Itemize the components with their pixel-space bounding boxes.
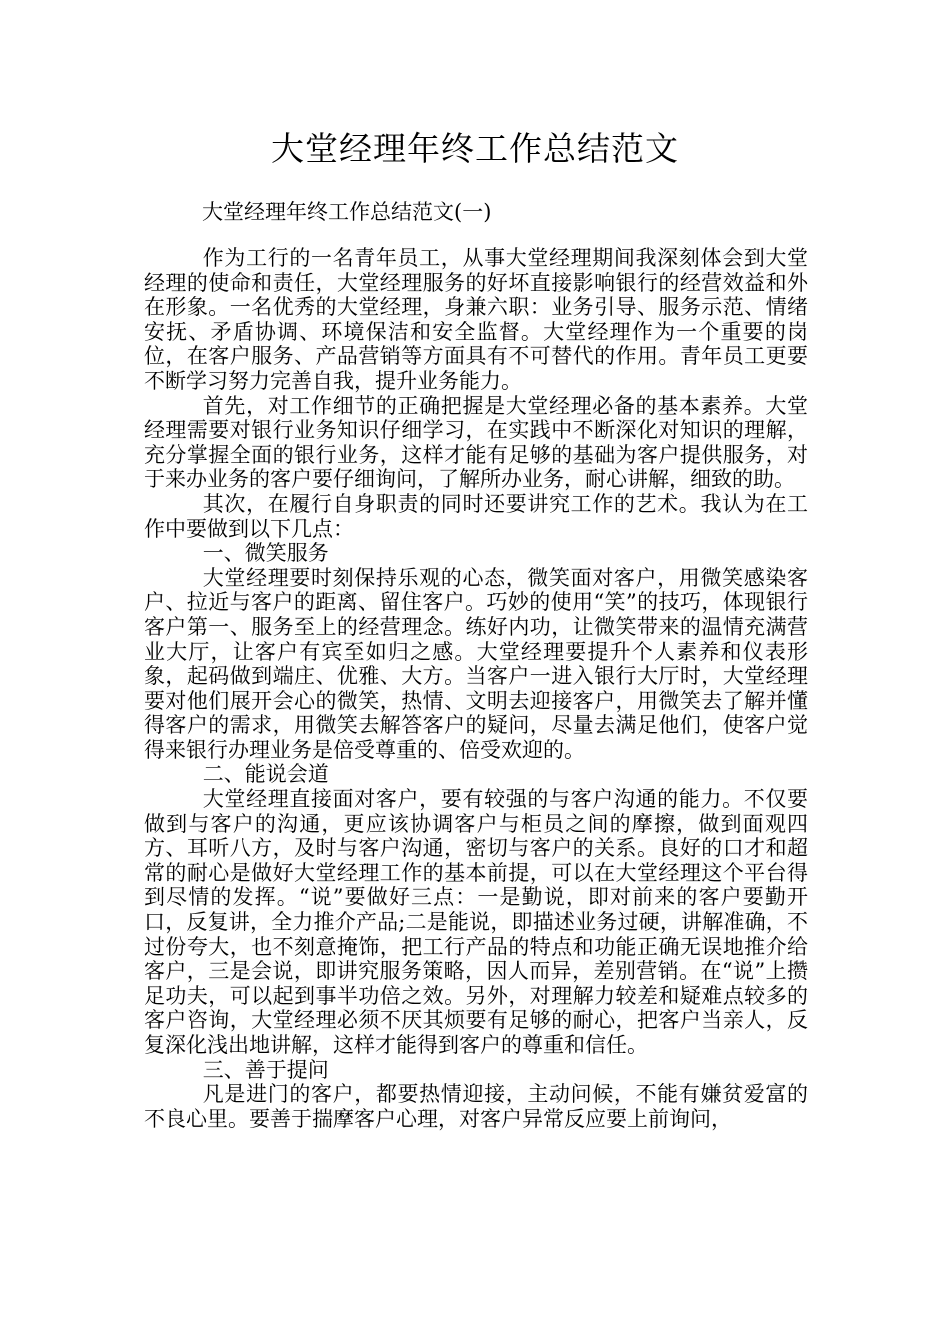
document-subtitle: 大堂经理年终工作总结范文(一) [202, 200, 492, 224]
section-heading-asking-questions: 三、善于提问 [202, 1057, 329, 1082]
section-heading-smile-service: 一、微笑服务 [202, 541, 329, 566]
paragraph-asking-questions: 凡是进门的客户，都要热情迎接，主动问候，不能有嫌贫爱富的不良心里。要善于揣摩客户心理，对客户异常反应要上前询问， [144, 1082, 808, 1131]
document-title: 大堂经理年终工作总结范文 [271, 129, 679, 168]
paragraph-second: 其次，在履行自身职责的同时还要讲究工作的艺术。我认为在工作中要做到以下几点： [144, 491, 808, 541]
paragraph-first: 首先，对工作细节的正确把握是大堂经理必备的基本素养。大堂经理需要对银行业务知识仔细学习，在实践中不断深化对知识的理解，充分掌握全面的银行业务，这样才能有足够的基础为客户提供服务，对于来办业务的客户要仔细询问，了解所办业务，耐心讲解，细致的助。 [144, 393, 808, 492]
paragraph-good-speaking: 大堂经理直接面对客户，要有较强的与客户沟通的能力。不仅要做到与客户的沟通，更应该协调客户与柜员之间的摩擦，做到面观四方、耳听八方，及时与客户沟通，密切与客户的关系。良好的口才和超常的耐心是做好大堂经理工作的基本前提，可以在大堂经理这个平台得到尽情的发挥。“说”要做好三点：一是勤说，即对前来的客户要勤开口，反复讲，全力推介产品;二是能说，即描述业务过硬，讲解准确，不过份夸大，也不刻意掩饰，把工行产品的特点和功能正确无误地推介给客户，三是会说，即讲究服务策略，因人而异，差别营销。在“说”上攒足功夫，可以起到事半功倍之效。另外，对理解力较差和疑难点较多的客户咨询，大堂经理必须不厌其烦要有足够的耐心，把客户当亲人，反复深化浅出地讲解，这样才能得到客户的尊重和信任。 [144, 787, 808, 1057]
document-body [144, 246, 808, 1131]
section-heading-good-speaking: 二、能说会道 [202, 762, 329, 787]
paragraph-smile-service: 大堂经理要时刻保持乐观的心态，微笑面对客户，用微笑感染客户、拉近与客户的距离、留住客户。巧妙的使用“笑”的技巧，体现银行客户第一、服务至上的经营理念。练好内功，让微笑带来的温情充满营业大厅，让客户有宾至如归之感。大堂经理要提升个人素养和仪表形象，起码做到端庄、优雅、大方。当客户一进入银行大厅时，大堂经理要对他们展开会心的微笑，热情、文明去迎接客户，用微笑去了解并懂得客户的需求，用微笑去解答客户的疑问，尽量去满足他们，使客户觉得来银行办理业务是倍受尊重的、倍受欢迎的。 [144, 565, 808, 762]
paragraph-intro: 作为工行的一名青年员工，从事大堂经理期间我深刻体会到大堂经理的使命和责任，大堂经理服务的好坏直接影响银行的经营效益和外在形象。一名优秀的大堂经理，身兼六职：业务引导、服务示范、情绪安抚、矛盾协调、环境保洁和安全监督。大堂经理作为一个重要的岗位，在客户服务、产品营销等方面具有不可替代的作用。青年员工更要不断学习努力完善自我，提升业务能力。 [144, 246, 808, 393]
